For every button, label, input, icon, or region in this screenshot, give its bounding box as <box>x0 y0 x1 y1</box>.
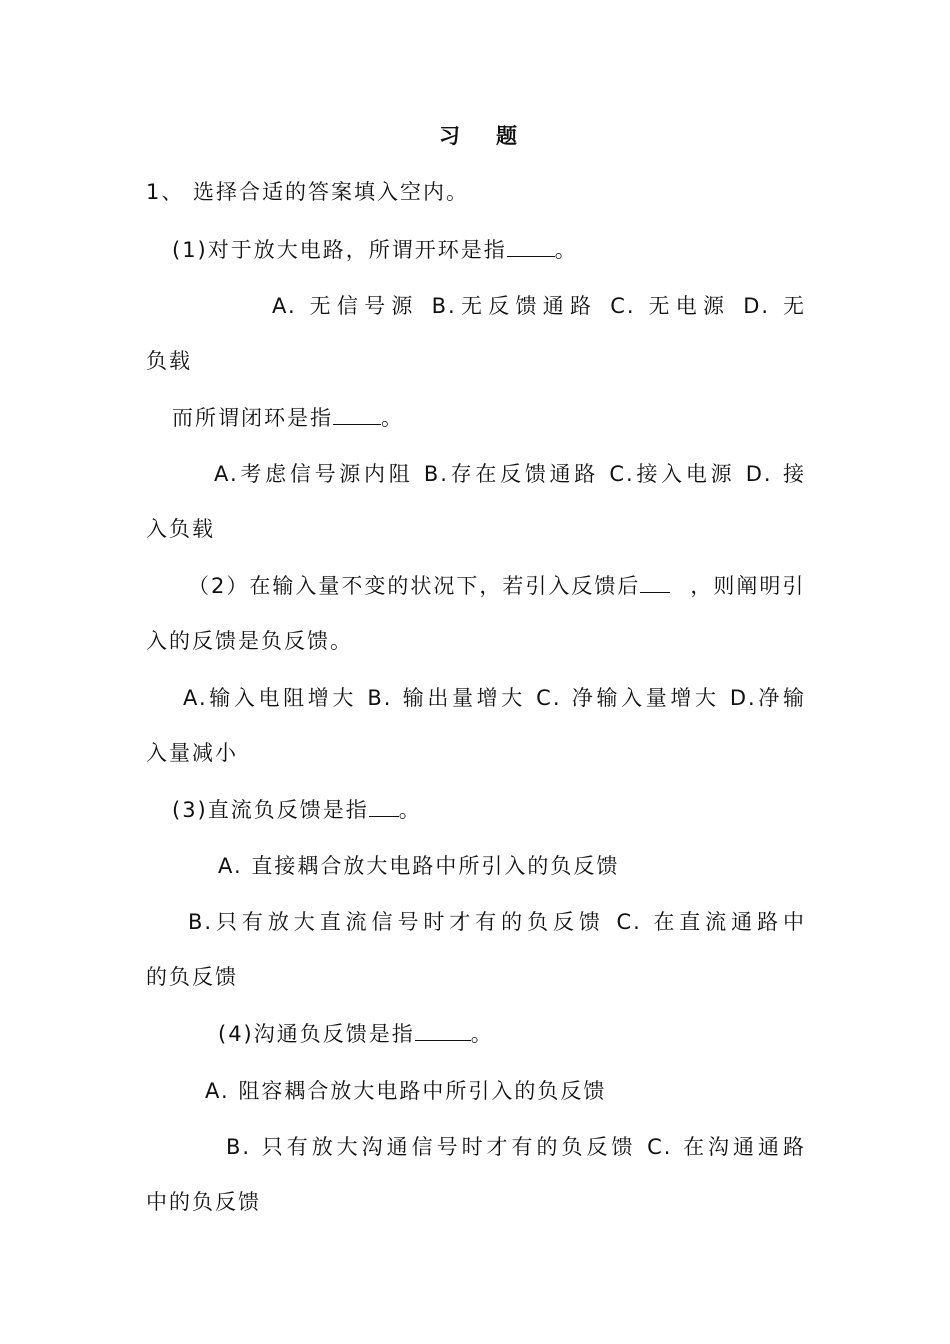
sub-question-4-text: (4)沟通负反馈是指 <box>218 1022 415 1046</box>
options-line: A.考虑信号源内阻 B.存在反馈通路 C.接入电源 D. 接 <box>214 462 806 486</box>
sub-question-3-text: (3)直流负反馈是指 <box>172 798 369 822</box>
options-line: 的负反馈 <box>146 965 238 989</box>
sub-question-1b <box>172 404 404 432</box>
title-char-2: 题 <box>496 124 517 148</box>
sub-question-2-line2: 入的反馈是负反馈。 <box>146 629 353 653</box>
sub-question-1-text: (1)对于放大电路，所谓开环是指 <box>172 238 507 262</box>
question-heading: 1、 选择合适的答案填入空内。 <box>146 180 470 204</box>
sub-question-1-end: 。 <box>554 238 578 262</box>
sub-question-4 <box>218 1020 494 1048</box>
answer-blank <box>369 798 399 817</box>
options-line: B.只有放大直流信号时才有的负反馈 C. 在直流通路中 <box>188 910 806 934</box>
sub-question-2 <box>188 572 805 600</box>
sub-question-4-end: 。 <box>470 1022 494 1046</box>
title-char-1: 习 <box>439 124 460 148</box>
sub-question-1 <box>172 236 578 264</box>
answer-blank <box>507 238 555 257</box>
sub-question-3 <box>172 796 422 824</box>
options-line: 入负载 <box>146 517 215 541</box>
options-line: 中的负反馈 <box>146 1190 261 1214</box>
options-line: 负载 <box>146 349 192 373</box>
options-line: A. 无信号源 B.无反馈通路 C. 无电源 D. 无 <box>272 294 806 318</box>
sub-question-1b-end: 。 <box>381 406 404 430</box>
sub-question-2-text: （2）在输入量不变的状况下，若引入反馈后 <box>188 574 641 598</box>
option-a: A. 直接耦合放大电路中所引入的负反馈 <box>218 854 620 878</box>
options-line: B. 只有放大沟通信号时才有的负反馈 C. 在沟通通路 <box>226 1135 806 1159</box>
sub-question-3-end: 。 <box>398 798 422 822</box>
answer-blank <box>415 1022 471 1041</box>
options-line: 入量减小 <box>146 741 238 765</box>
option-a: A. 阻容耦合放大电路中所引入的负反馈 <box>205 1079 607 1103</box>
options-line: A.输入电阻增大 B. 输出量增大 C. 净输入量增大 D.净输 <box>183 686 806 710</box>
sub-question-1b-text: 而所谓闭环是指 <box>172 406 333 430</box>
sub-question-2-end: ，则阐明引 <box>690 574 806 598</box>
page-title <box>439 122 517 150</box>
answer-blank <box>333 406 381 425</box>
answer-blank <box>640 574 670 593</box>
